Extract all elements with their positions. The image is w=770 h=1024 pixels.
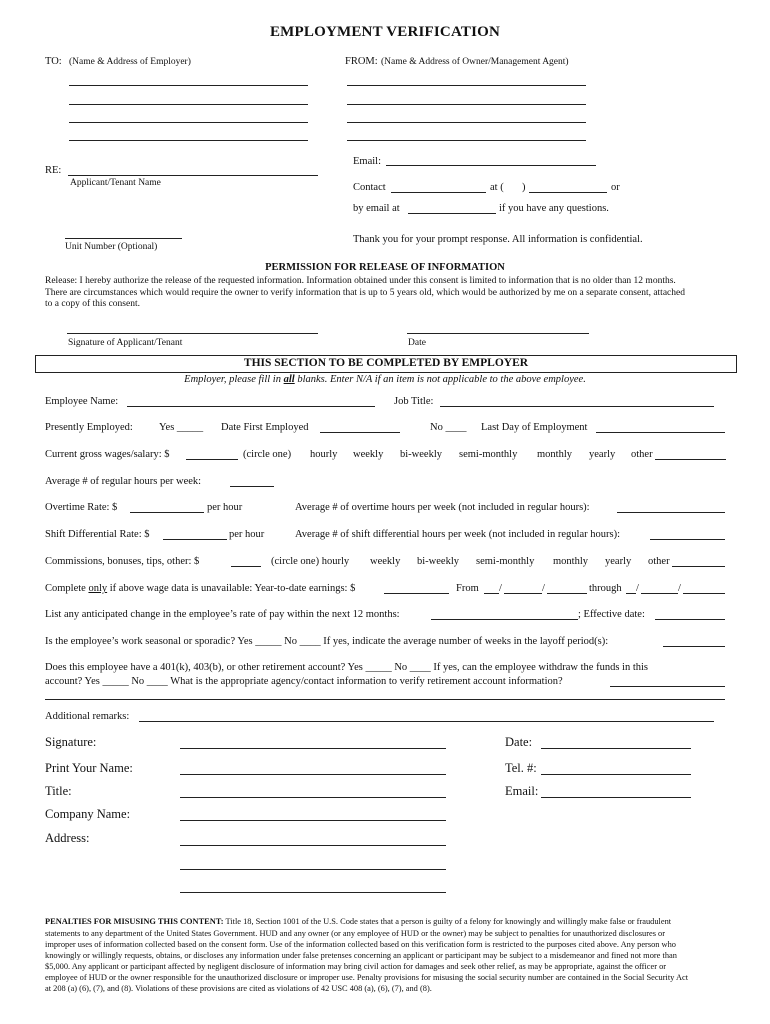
shift-diff-label: Shift Differential Rate: $ [45, 529, 150, 540]
employer-date-field[interactable] [541, 748, 691, 749]
tel-field[interactable] [541, 774, 691, 775]
to-label: TO: [45, 56, 62, 67]
avg-shift-field[interactable] [650, 539, 725, 540]
instr-all: all [283, 374, 295, 385]
ytd-earnings-field[interactable] [384, 593, 449, 594]
employer-address-line-2[interactable] [69, 104, 308, 105]
date-first-employed-label: Date First Employed [221, 422, 309, 433]
job-title-field[interactable] [440, 406, 714, 407]
employer-address-line-4[interactable] [69, 140, 308, 141]
contact-email-field[interactable] [408, 213, 496, 214]
overtime-rate-field[interactable] [130, 512, 204, 513]
gross-monthly[interactable]: monthly [537, 449, 573, 460]
overtime-rate-label: Overtime Rate: $ [45, 502, 118, 513]
employer-email-label: Email: [505, 784, 539, 798]
avg-shift-label: Average # of shift differential hours per week (not included in regular hours): [295, 529, 621, 540]
tel-label: Tel. #: [505, 761, 537, 775]
owner-address-line-3[interactable] [347, 122, 586, 123]
comm-circle-one: (circle one) hourly [271, 556, 350, 567]
employee-name-field[interactable] [127, 406, 375, 407]
contact-phone-field[interactable] [529, 192, 607, 193]
presently-employed-yes[interactable]: Yes _____ [159, 422, 204, 433]
employer-address-line-1[interactable] [69, 85, 308, 86]
instr-part-2: blanks. Enter N/A if an item is not applicable to the above employee. [294, 374, 586, 385]
owner-address-line-2[interactable] [347, 104, 586, 105]
job-title-label: Job Title: [394, 396, 434, 407]
presently-employed-no[interactable]: No ____ [430, 422, 467, 433]
email-label: Email: [353, 156, 381, 167]
gross-other[interactable]: other [631, 449, 653, 460]
anticipated-change-field[interactable] [431, 619, 578, 620]
applicant-signature-field[interactable] [67, 333, 318, 334]
comm-other[interactable]: other [648, 556, 670, 567]
address-field-3[interactable] [180, 892, 446, 893]
penalties-line-1 [45, 917, 671, 926]
signature-field[interactable] [180, 748, 446, 749]
last-day-field[interactable] [596, 432, 725, 433]
layoff-weeks-field[interactable] [663, 646, 725, 647]
re-label: RE: [45, 165, 62, 176]
address-field-2[interactable] [180, 869, 446, 870]
comm-biweekly[interactable]: bi-weekly [417, 556, 459, 567]
penalties-line-6: employee of HUD or the owner responsible for the unauthorized disclosure or improper use. Penalty provisions for misusing the social security number are contained in the Social Security Act [45, 973, 689, 982]
seasonal-label: Is the employee’s work seasonal or sporadic? Yes _____ No ____ If yes, indicate the average number of weeks in the layoff period(s): [45, 636, 609, 647]
ytd-from-slash-2: / [542, 583, 545, 594]
ytd-to-year[interactable] [683, 593, 725, 594]
retirement-contact-field[interactable] [610, 686, 725, 687]
ytd-from-day[interactable] [504, 593, 542, 594]
permission-heading: PERMISSION FOR RELEASE OF INFORMATION [265, 262, 505, 273]
ytd-only: only [88, 583, 108, 594]
consent-date-field[interactable] [407, 333, 589, 334]
title-field[interactable] [180, 797, 446, 798]
retirement-line-2: account? Yes _____ No ____ What is the appropriate agency/contact information to verify retirement account information? [45, 676, 563, 687]
ytd-from-year[interactable] [547, 593, 587, 594]
consent-date-caption: Date [408, 338, 426, 348]
avg-hours-label: Average # of regular hours per week: [45, 476, 202, 487]
gross-hourly[interactable]: hourly [310, 449, 338, 460]
gross-circle-one: (circle one) [243, 449, 292, 460]
shift-diff-field[interactable] [163, 539, 227, 540]
penalties-line-3: improper uses of information collected based on the consent form. Use of the information collected based on this verification form is restricted to the purposes cited above. Any person who [45, 940, 676, 949]
page-title: EMPLOYMENT VERIFICATION [269, 24, 501, 40]
comm-yearly[interactable]: yearly [605, 556, 632, 567]
at-label: at ( [490, 182, 504, 193]
employer-address-line-3[interactable] [69, 122, 308, 123]
print-name-label: Print Your Name: [45, 761, 133, 775]
ytd-part-2: if above wage data is unavailable: Year-to-date earnings: $ [107, 583, 356, 594]
gross-yearly[interactable]: yearly [589, 449, 616, 460]
gross-biweekly[interactable]: bi-weekly [400, 449, 442, 460]
avg-overtime-label: Average # of overtime hours per week (not included in regular hours): [295, 502, 590, 513]
address-label: Address: [45, 831, 90, 845]
comm-weekly[interactable]: weekly [370, 556, 401, 567]
unit-number-field[interactable] [65, 238, 182, 239]
comm-semimonthly[interactable]: semi-monthly [476, 556, 535, 567]
date-first-employed-field[interactable] [320, 432, 400, 433]
gross-wages-label: Current gross wages/salary: $ [45, 449, 170, 460]
questions-label: if you have any questions. [499, 203, 609, 214]
gross-weekly[interactable]: weekly [353, 449, 384, 460]
applicant-name-caption: Applicant/Tenant Name [70, 178, 161, 188]
or-label: or [611, 182, 620, 193]
employee-name-label: Employee Name: [45, 396, 119, 407]
signature-label: Signature: [45, 735, 97, 749]
by-email-label: by email at [353, 203, 400, 214]
avg-hours-field[interactable] [230, 486, 274, 487]
release-text-line-3: to a copy of this consent. [45, 299, 140, 309]
commissions-label: Commissions, bonuses, tips, other: $ [45, 556, 200, 567]
gross-other-field[interactable] [655, 459, 726, 460]
applicant-signature-caption: Signature of Applicant/Tenant [68, 338, 183, 348]
employer-section-title: THIS SECTION TO BE COMPLETED BY EMPLOYER [243, 357, 529, 369]
owner-address-line-4[interactable] [347, 140, 586, 141]
unit-number-caption: Unit Number (Optional) [65, 242, 158, 252]
retirement-line-1: Does this employee have a 401(k), 403(b), or other retirement account? Yes _____ No ____ If yes, can the employee withdraw the funds in this [45, 662, 649, 673]
address-field-1[interactable] [180, 845, 446, 846]
applicant-name-field[interactable] [68, 175, 318, 176]
overtime-per-hour: per hour [207, 502, 243, 513]
comm-monthly[interactable]: monthly [553, 556, 589, 567]
penalties-line-2: statements to any department of the United States Government. HUD and any owner (or any employee of HUD or the owner) may be subject to penalties for unauthorized disclosures or [45, 929, 666, 938]
ytd-to-month[interactable] [626, 593, 636, 594]
owner-email-field[interactable] [386, 165, 596, 166]
comm-other-field[interactable] [672, 566, 725, 567]
company-name-label: Company Name: [45, 807, 131, 821]
confidential-note: Thank you for your prompt response. All information is confidential. [353, 234, 643, 245]
anticipated-change-label: List any anticipated change in the employee’s rate of pay within the next 12 months: [45, 609, 400, 620]
effective-date-field[interactable] [655, 619, 725, 620]
release-text-line-2: There are circumstances which would require the owner to verify information that is up to 5 years old, which would be authorized by me on a separate consent, attached [45, 288, 685, 298]
shift-per-hour: per hour [229, 529, 265, 540]
ytd-earnings-label [45, 583, 355, 594]
penalties-heading: PENALTIES FOR MISUSING THIS CONTENT: [45, 917, 224, 926]
ytd-from-month[interactable] [484, 593, 499, 594]
penalties-line-5: $5,000. Any applicant or participant affected by negligent disclosure of information may bring civil action for damages and seek other relief, as may be appropriate, against the officer or [45, 962, 667, 971]
ytd-part-1: Complete [45, 583, 89, 594]
additional-remarks-field[interactable] [139, 721, 714, 722]
from-label: FROM: [345, 56, 378, 67]
effective-date-label: ; Effective date: [578, 609, 645, 620]
presently-employed-label: Presently Employed: [45, 422, 133, 433]
additional-remarks-label: Additional remarks: [45, 711, 130, 722]
instr-part-1: Employer, please fill in [184, 374, 284, 385]
title-label: Title: [45, 784, 72, 798]
employer-date-label: Date: [505, 735, 533, 749]
release-text-line-1: Release: I hereby authorize the release of the requested information. Information obtained under this consent is limited to information that is no older than 12 months. [45, 276, 676, 286]
ytd-to-slash-2: / [678, 583, 681, 594]
penalties-line-7: at 208 (a) (6), (7), and (8). Violations of these provisions are cited as violations of 42 USC 408 (a), (6), (7), and (8). [45, 984, 432, 993]
retirement-contact-field-2[interactable] [45, 699, 725, 700]
company-name-field[interactable] [180, 820, 446, 821]
from-note: (Name & Address of Owner/Management Agent) [381, 57, 569, 67]
ytd-to-day[interactable] [641, 593, 678, 594]
paren-close: ) [522, 182, 526, 193]
ytd-through-label: through [589, 583, 622, 594]
contact-name-field[interactable] [391, 192, 486, 193]
last-day-label: Last Day of Employment [481, 422, 588, 433]
avg-overtime-field[interactable] [617, 512, 725, 513]
ytd-to-slash-1: / [636, 583, 639, 594]
ytd-from-label: From [456, 583, 479, 594]
gross-semimonthly[interactable]: semi-monthly [459, 449, 518, 460]
gross-wages-field[interactable] [186, 459, 238, 460]
ytd-from-slash-1: / [499, 583, 502, 594]
commissions-field[interactable] [231, 566, 261, 567]
contact-label: Contact [353, 182, 386, 193]
print-name-field[interactable] [180, 774, 446, 775]
penalties-line-1-text: Title 18, Section 1001 of the U.S. Code states that a person is guilty of a felony for knowingly and willingly make false or fraudulent [223, 917, 672, 926]
employer-instructions [0, 374, 770, 385]
to-note: (Name & Address of Employer) [69, 57, 191, 67]
penalties-line-4: knowingly or willingly requests, obtains, or discloses any information under false pretenses concerning an applicant or participant may be subject to a misdemeanor and fined not more than [45, 951, 677, 960]
owner-address-line-1[interactable] [347, 85, 586, 86]
employer-email-field[interactable] [541, 797, 691, 798]
